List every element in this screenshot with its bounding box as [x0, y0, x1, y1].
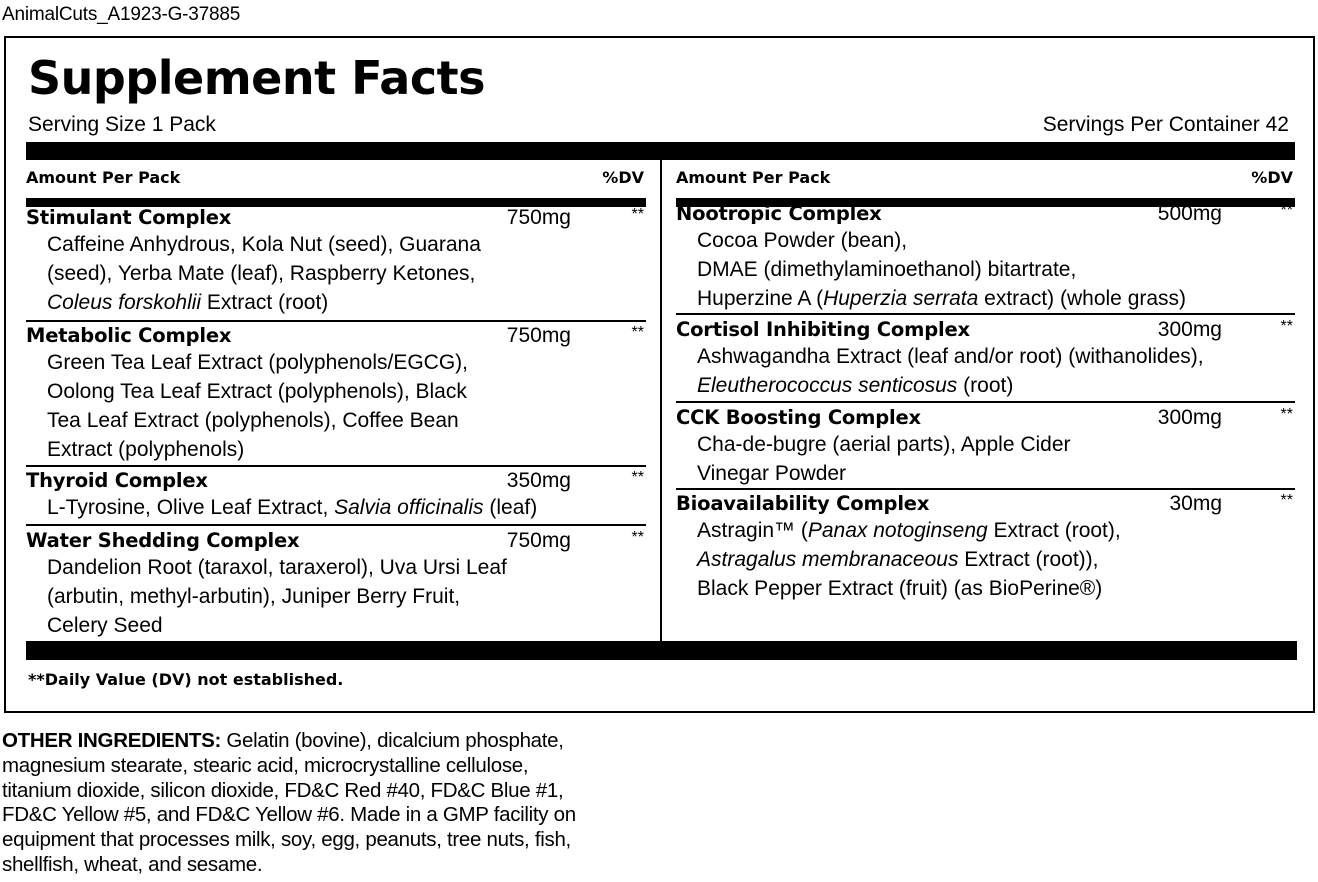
serving-size: Serving Size 1 Pack: [28, 113, 216, 136]
ingredient-line: Astragalus membranaceous Extract (root)),: [697, 548, 1099, 571]
section-ingredients: [47, 348, 468, 464]
dv-footnote: **Daily Value (DV) not established.: [28, 670, 344, 689]
other-ingredients-line: equipment that processes milk, soy, egg, peanuts, tree nuts, fish,: [2, 828, 571, 852]
supplement-facts-panel: [4, 36, 1315, 713]
amount-per-pack-label: Amount Per Pack: [26, 168, 181, 187]
amount-per-pack-label: Amount Per Pack: [676, 168, 831, 187]
section-name: Cortisol Inhibiting Complex: [676, 318, 970, 341]
section-name: Water Shedding Complex: [26, 529, 300, 552]
section-name: Stimulant Complex: [26, 206, 232, 229]
section-dv: **: [631, 529, 644, 546]
ingredient-line: Caffeine Anhydrous, Kola Nut (seed), Guarana: [47, 233, 481, 256]
section-dv: **: [631, 206, 644, 223]
ingredient-line: Huperzine A (Huperzia serrata extract) (whole grass): [697, 287, 1187, 310]
section-rule: [676, 401, 1295, 403]
section-ingredients: [697, 516, 1121, 603]
ingredient-line: Vinegar Powder: [697, 462, 847, 485]
ingredient-line: Ashwagandha Extract (leaf and/or root) (withanolides),: [697, 345, 1204, 368]
section-dv: **: [1280, 406, 1293, 423]
ingredient-line: Green Tea Leaf Extract (polyphenols/EGCG),: [47, 351, 468, 374]
ingredient-line: Coleus forskohlii Extract (root): [47, 291, 329, 314]
dv-label: %DV: [1251, 168, 1293, 187]
ingredient-line: Extract (polyphenols): [47, 438, 245, 461]
servings-per-container: Servings Per Container 42: [1042, 113, 1289, 136]
section-name: CCK Boosting Complex: [676, 406, 921, 429]
other-ingredients: [2, 729, 662, 878]
section-amount: 750mg: [506, 206, 571, 229]
section-name: Thyroid Complex: [26, 469, 208, 492]
ingredient-line: Cocoa Powder (bean),: [697, 229, 908, 252]
other-ingredients-line: shellfish, wheat, and sesame.: [2, 852, 263, 876]
section-dv: **: [1280, 318, 1293, 335]
section-name: Bioavailability Complex: [676, 492, 930, 515]
other-ingredients-label: OTHER INGREDIENTS:: [2, 729, 221, 752]
section-amount: 350mg: [506, 469, 571, 492]
ingredient-line: L-Tyrosine, Olive Leaf Extract, Salvia officinalis (leaf): [47, 496, 538, 519]
section-dv: **: [1280, 202, 1293, 219]
dv-label: %DV: [602, 168, 644, 187]
section-amount: 300mg: [1157, 318, 1222, 341]
section-name: Metabolic Complex: [26, 324, 232, 347]
section-amount: 750mg: [506, 529, 571, 552]
ingredient-line: Eleutherococcus senticosus (root): [697, 374, 1014, 397]
amount-header: [676, 166, 1295, 190]
section-ingredients: [47, 230, 481, 317]
section-ingredients: [47, 493, 537, 522]
section-amount: 30mg: [1169, 492, 1222, 515]
panel-title: Supplement Facts: [28, 51, 485, 105]
ingredient-line: DMAE (dimethylaminoethanol) bitartrate,: [697, 258, 1077, 281]
ingredient-line: Cha-de-bugre (aerial parts), Apple Cider: [697, 433, 1071, 456]
section-amount: 300mg: [1157, 406, 1222, 429]
section-dv: **: [631, 324, 644, 341]
other-ingredients-line: OTHER INGREDIENTS: Gelatin (bovine), dicalcium phosphate,: [2, 729, 564, 752]
top-thick-rule: [26, 142, 1295, 160]
bottom-thick-rule: [26, 641, 1297, 660]
ingredient-line: Dandelion Root (taraxol, taraxerol), Uva Ursi Leaf: [47, 556, 507, 579]
section-name: Nootropic Complex: [676, 202, 882, 225]
section-amount: 500mg: [1157, 202, 1222, 225]
section-rule: [26, 524, 646, 526]
ingredient-line: (seed), Yerba Mate (leaf), Raspberry Ketones,: [47, 262, 476, 285]
section-rule: [676, 488, 1295, 490]
section-ingredients: [697, 342, 1204, 400]
ingredient-line: Oolong Tea Leaf Extract (polyphenols), Black: [47, 380, 467, 403]
ingredient-line: Astragin™ (Panax notoginseng Extract (root),: [697, 519, 1121, 542]
ingredient-line: Black Pepper Extract (fruit) (as BioPerine®): [697, 577, 1103, 600]
section-rule: [26, 320, 646, 322]
ingredient-line: Celery Seed: [47, 614, 163, 637]
amount-header: [26, 166, 646, 190]
ingredient-line: Tea Leaf Extract (polyphenols), Coffee Bean: [47, 409, 459, 432]
section-rule: [26, 465, 646, 467]
ingredient-line: (arbutin, methyl-arbutin), Juniper Berry Fruit,: [47, 585, 461, 608]
section-ingredients: [697, 430, 1071, 488]
section-dv: **: [631, 469, 644, 486]
section-ingredients: [47, 553, 507, 640]
section-dv: **: [1280, 492, 1293, 509]
section-rule: [676, 313, 1295, 315]
section-amount: 750mg: [506, 324, 571, 347]
file-identifier: AnimalCuts_A1923-G-37885: [2, 4, 241, 25]
section-ingredients: [697, 226, 1186, 313]
other-ingredients-line: magnesium stearate, stearic acid, microcrystalline cellulose,: [2, 753, 529, 777]
other-ingredients-line: FD&C Yellow #5, and FD&C Yellow #6. Made in a GMP facility on: [2, 803, 576, 827]
column-divider: [660, 160, 662, 641]
other-ingredients-line: titanium dioxide, silicon dioxide, FD&C Red #40, FD&C Blue #1,: [2, 778, 564, 802]
